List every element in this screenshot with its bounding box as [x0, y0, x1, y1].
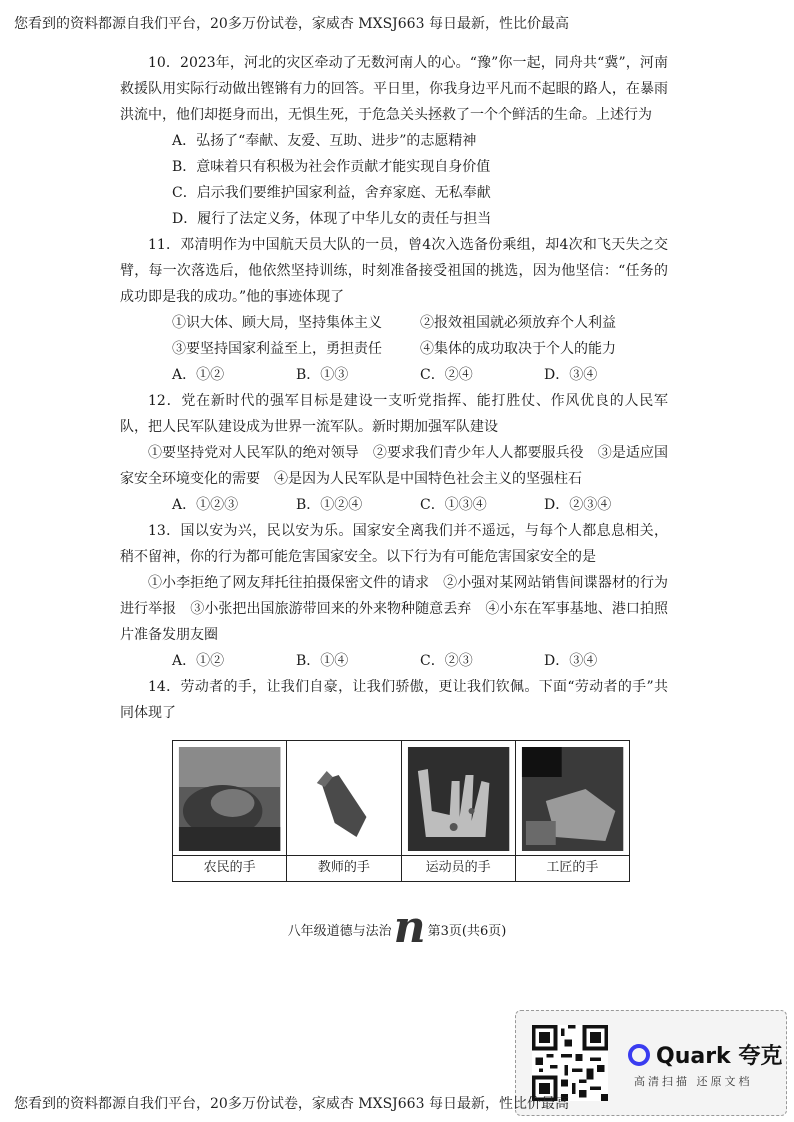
photo-cell-farmer	[173, 741, 287, 881]
q11-item-3: ③要坚持国家利益至上，勇担责任	[172, 341, 382, 357]
question-12-stem: 12．党在新时代的强军目标是建设一支听党指挥、能打胜仗、作风优良的人民军队，把人民军队建设成为世界一流军队。新时期加强军队建设	[120, 393, 668, 435]
qr-code-icon	[532, 1025, 608, 1101]
farmer-hands-photo	[173, 741, 286, 856]
photo-cell-athlete	[402, 741, 516, 881]
q12-items: ①要坚持党对人民军队的绝对领导 ②要求我们青少年人人都要服兵役 ③是适应国家安全环境变化的需要 ④是因为人民军队是中国特色社会主义的坚强柱石	[120, 445, 668, 487]
q11-choices	[172, 362, 668, 388]
quark-logo-icon	[628, 1044, 650, 1066]
q11-choice-d: D．③④	[544, 367, 598, 383]
q10-option-a: A．弘扬了“奉献、友爱、互助、进步”的志愿精神	[172, 133, 477, 149]
q11-item-4: ④集体的成功取决于个人的能力	[420, 341, 616, 357]
bottom-banner: 您看到的资料都源自我们平台，20多万份试卷，家威杏 MXSJ663 每日最新，性比价最高	[14, 1096, 569, 1112]
q13-choice-a: A．①②	[172, 653, 225, 669]
caption-athlete: 运动员的手	[425, 860, 491, 875]
q13-choice-c: C．②③	[420, 653, 473, 669]
quark-brand-text: Quark 夸克	[656, 1044, 783, 1069]
q13-choice-b: B．①④	[296, 653, 349, 669]
q12-choice-c: C．①③④	[420, 497, 487, 513]
q10-option-d: D．履行了法定义务，体现了中华儿女的责任与担当	[172, 211, 492, 227]
q12-choices	[172, 492, 668, 518]
question-10-stem: 10．2023年，河北的灾区牵动了无数河南人的心。“豫”你一起，同舟共“冀”，河南救援队用实际行动做出铿锵有力的回答。平日里，你我身边平凡而不起眼的路人，在暴雨洪流中，他们却挺身而出，无惧生死，于危急关头拯救了一个个鲜活的生命。上述行为	[120, 55, 668, 123]
q11-items-row-2	[172, 336, 668, 362]
q12-choice-a: A．①②③	[172, 497, 239, 513]
q13-items: ①小李拒绝了网友拜托往拍摄保密文件的请求 ②小强对某网站销售间谍器材的行为进行举报 ③小张把出国旅游带回来的外来物种随意丢弃 ④小东在军事基地、港口拍照片准备发朋友圈	[120, 575, 668, 643]
page-footer	[0, 902, 794, 957]
athlete-hands-photo	[402, 741, 515, 856]
caption-teacher: 教师的手	[317, 860, 370, 875]
question-13-stem: 13．国以安为兴，民以安为乐。国家安全离我们并不遥远，与每个人都息息相关，稍不留神，你的行为都可能危害国家安全。以下行为有可能危害国家安全的是	[120, 523, 668, 565]
q11-choice-a: A．①②	[172, 367, 225, 383]
q12-choice-d: D．②③④	[544, 497, 612, 513]
craftsman-hands-photo	[516, 741, 629, 856]
footer-subject: 八年级道德与法治	[287, 924, 392, 939]
teacher-hand-photo	[287, 741, 400, 856]
q13-choice-d: D．③④	[544, 653, 598, 669]
question-14-stem: 14．劳动者的手，让我们自豪，让我们骄傲，更让我们钦佩。下面“劳动者的手”共同体现了	[120, 679, 668, 721]
q11-choice-c: C．②④	[420, 367, 473, 383]
q11-item-1: ①识大体、顾大局，坚持集体主义	[172, 315, 382, 331]
n-logo-icon: n	[393, 902, 426, 953]
q11-items-row-1	[172, 310, 668, 336]
caption-farmer: 农民的手	[203, 860, 256, 875]
photo-cell-teacher	[287, 741, 401, 881]
caption-craftsman: 工匠的手	[546, 860, 599, 875]
question-11-stem: 11．邓清明作为中国航天员大队的一员，曾4次入选备份乘组，却4次和飞天失之交臂，每一次落选后，他依然坚持训练，时刻准备接受祖国的挑选，因为他坚信：“任务的成功即是我的成功。”他的事迹体现了	[120, 237, 668, 305]
footer-page-number: 第3页(共6页)	[427, 924, 507, 939]
q12-choice-b: B．①②④	[296, 497, 363, 513]
top-banner: 您看到的资料都源自我们平台，20多万份试卷，家威杏 MXSJ663 每日最新，性比价最高	[14, 16, 569, 32]
q10-option-b: B．意味着只有积极为社会作贡献才能实现自身价值	[172, 159, 491, 175]
q11-choice-b: B．①③	[296, 367, 349, 383]
quark-brand	[628, 1039, 782, 1070]
photo-cell-craftsman	[516, 741, 629, 881]
hands-photo-strip	[172, 740, 630, 882]
q11-item-2: ②报效祖国就必须放弃个人利益	[420, 315, 616, 331]
q13-choices	[172, 648, 668, 674]
q10-option-c: C．启示我们要维护国家利益，舍弃家庭、无私奉献	[172, 185, 491, 201]
quark-tagline: 高清扫描 还原文档	[634, 1075, 753, 1088]
exam-content	[120, 50, 668, 726]
